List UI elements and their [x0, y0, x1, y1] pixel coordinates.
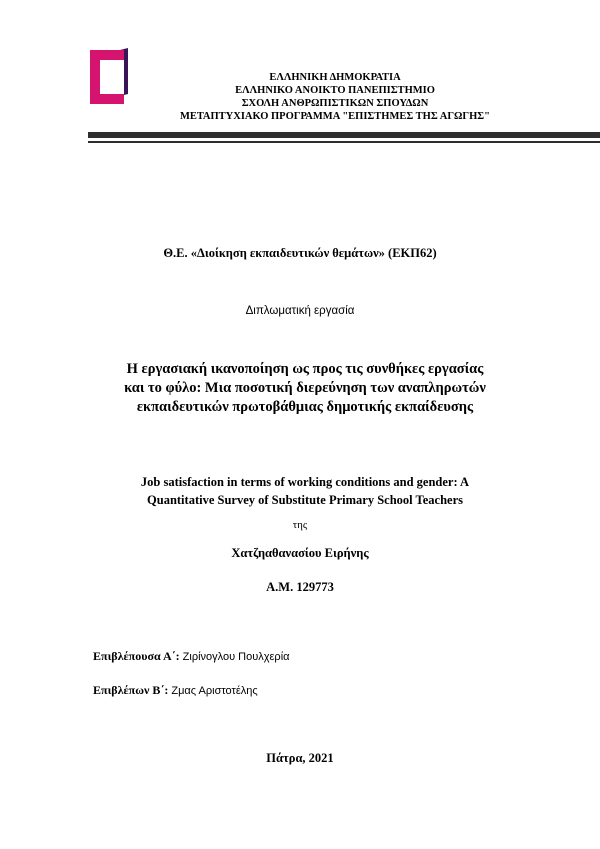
thesis-title-english [90, 473, 520, 509]
header-divider-thin [88, 141, 600, 143]
supervisor-a-name: Ζιρίνογλου Πουλχερία [182, 651, 290, 663]
supervisor-b-name: Ζμας Αριστοτέλης [171, 685, 258, 697]
header-line-2: ΕΛΛΗΝΙΚΟ ΑΝΟΙΚΤΟ ΠΑΝΕΠΙΣΤΗΜΙΟ [235, 85, 435, 96]
header-divider-thick [88, 132, 600, 138]
header-line-4: ΜΕΤΑΠΤΥΧΙΑΚΟ ΠΡΟΓΡΑΜΜΑ "ΕΠΙΣΤΗΜΕΣ ΤΗΣ ΑΓΩΓΗΣ" [180, 111, 490, 122]
title-en-line-1: Job satisfaction in terms of working conditions and gender: A [140, 475, 470, 489]
thesis-title-greek [80, 360, 530, 417]
document-type: Διπλωματική εργασία [245, 305, 355, 317]
supervisor-a [93, 649, 290, 664]
title-gr-line-1: Η εργασιακή ικανοποίηση ως προς τις συνθήκες εργασίας [126, 361, 484, 377]
supervisor-a-label: Επιβλέπουσα Α΄: [93, 649, 180, 663]
student-id: Α.Μ. 129773 [266, 580, 334, 594]
header-line-3: ΣΧΟΛΗ ΑΝΘΡΩΠΙΣΤΙΚΩΝ ΣΠΟΥΔΩΝ [241, 98, 429, 109]
title-en-line-2: Quantitative Survey of Substitute Primary School Teachers [147, 493, 463, 507]
title-gr-line-3: εκπαιδευτικών πρωτοβάθμιας δημοτικής εκπαίδευσης [136, 399, 474, 415]
supervisor-b-label: Επιβλέπων Β΄: [93, 683, 169, 697]
place-and-date: Πάτρα, 2021 [266, 751, 334, 765]
title-gr-line-2: και το φύλο: Μια ποσοτική διερεύνηση των αναπληρωτών [124, 380, 486, 396]
course-title: Θ.Ε. «Διοίκηση εκπαιδευτικών θεμάτων» (ΕΚΠ62) [163, 246, 437, 260]
author-name: Χατζηαθανασίου Ειρήνης [231, 546, 369, 560]
header-line-1: ΕΛΛΗΝΙΚΗ ΔΗΜΟΚΡΑΤΙΑ [269, 72, 401, 83]
supervisor-b [93, 683, 258, 698]
by-label: της [292, 519, 308, 531]
institution-header [120, 71, 550, 123]
